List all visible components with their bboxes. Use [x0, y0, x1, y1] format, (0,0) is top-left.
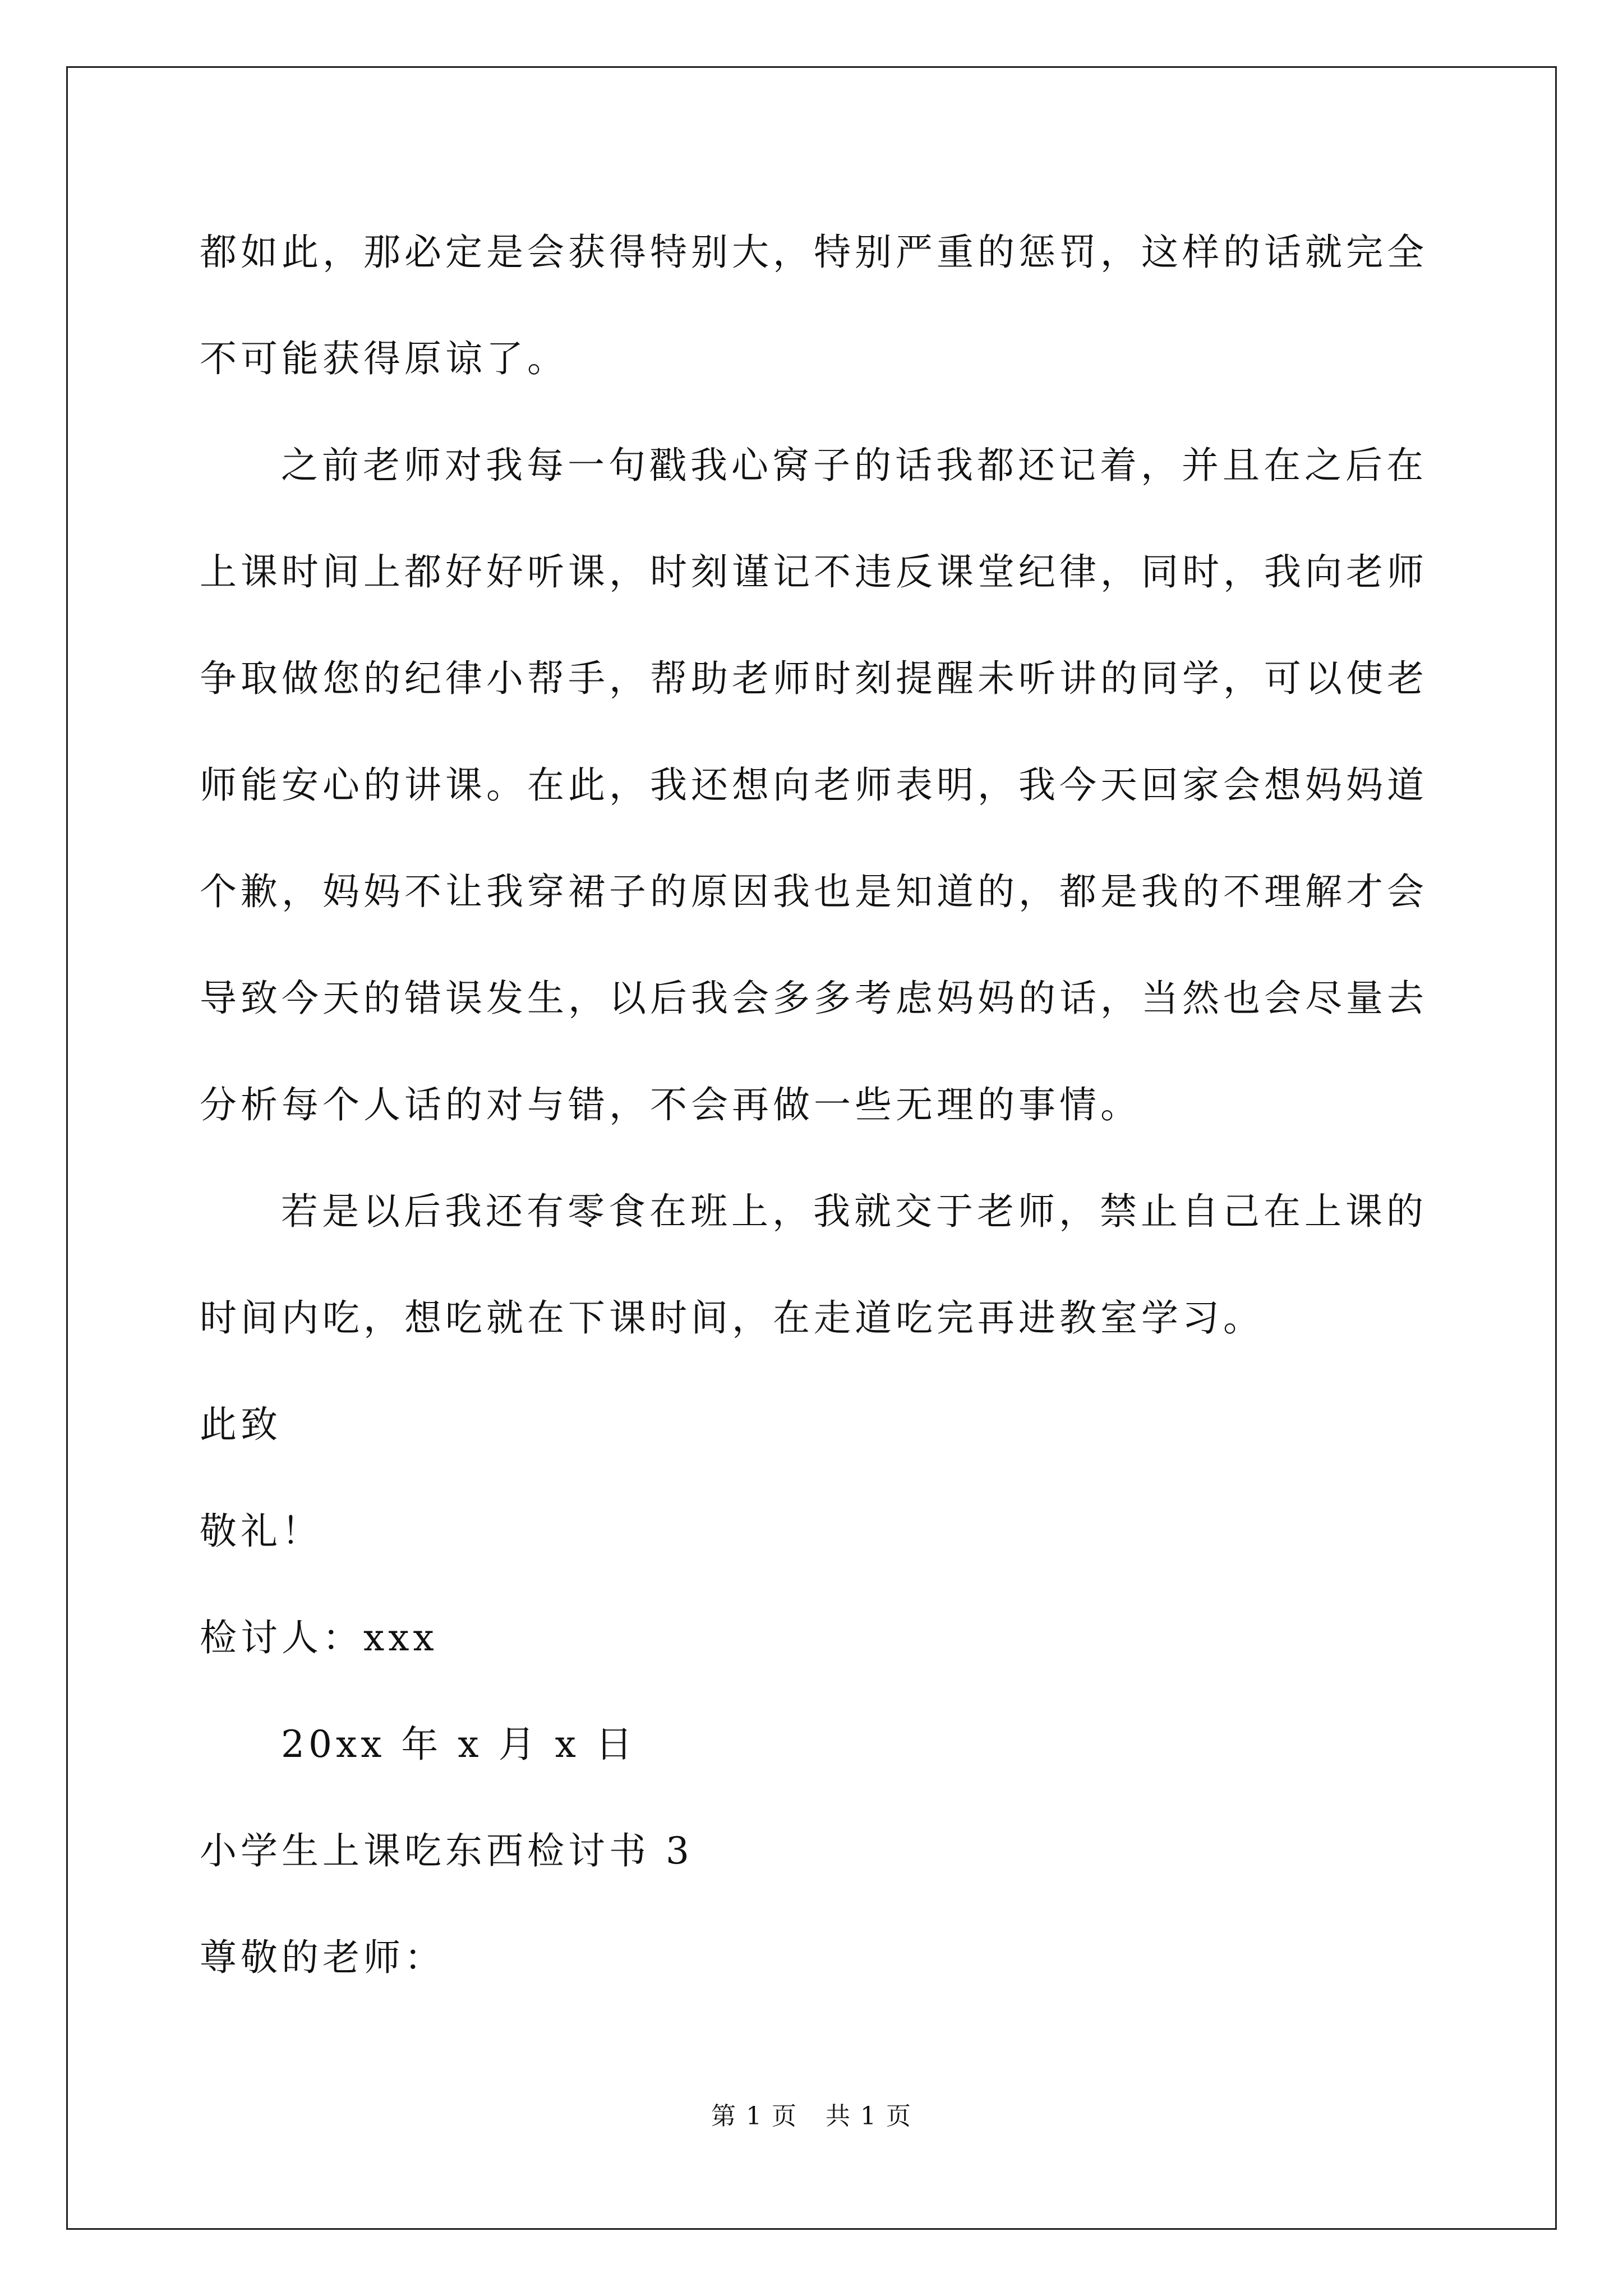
- document-body: [200, 199, 1433, 2011]
- section-title: 小学生上课吃东西检讨书 3: [200, 1829, 693, 1872]
- page-count: 共 1 页: [826, 2102, 912, 2131]
- signature-line: 检讨人：xxx: [200, 1616, 438, 1659]
- text-line: 导致今天的错误发生，以后我会多多考虑妈妈的话，当然也会尽量去: [200, 977, 1428, 1020]
- text-line: 时间内吃，想吃就在下课时间，在走道吃完再进教室学习。: [200, 1296, 1264, 1340]
- page-number: 第 1 页: [711, 2102, 797, 2131]
- text-line: 上课时间上都好好听课，时刻谨记不违反课堂纪律，同时，我向老师: [200, 550, 1428, 593]
- text-line: 争取做您的纪律小帮手，帮助老师时刻提醒未听讲的同学，可以使老: [200, 657, 1428, 700]
- date-line: 20xx 年 x 月 x 日: [281, 1723, 637, 1766]
- text-line: 之前老师对我每一句戳我心窝子的话我都还记着，并且在之后在: [281, 444, 1427, 487]
- text-line: 不可能获得原谅了。: [200, 337, 568, 380]
- text-line: 若是以后我还有零食在班上，我就交于老师，禁止自己在上课的: [281, 1190, 1427, 1233]
- page-footer: [0, 2096, 1623, 2132]
- text-line: 都如此，那必定是会获得特别大，特别严重的惩罚，这样的话就完全: [200, 231, 1428, 274]
- text-line: 分析每个人话的对与错，不会再做一些无理的事情。: [200, 1083, 1141, 1126]
- text-line: 个歉，妈妈不让我穿裙子的原因我也是知道的，都是我的不理解才会: [200, 870, 1428, 913]
- closing-regards: 敬礼！: [200, 1510, 322, 1553]
- closing-salutation: 此致: [200, 1403, 282, 1446]
- greeting-line: 尊敬的老师：: [200, 1936, 445, 1979]
- text-line: 师能安心的讲课。在此，我还想向老师表明，我今天回家会想妈妈道: [200, 763, 1428, 807]
